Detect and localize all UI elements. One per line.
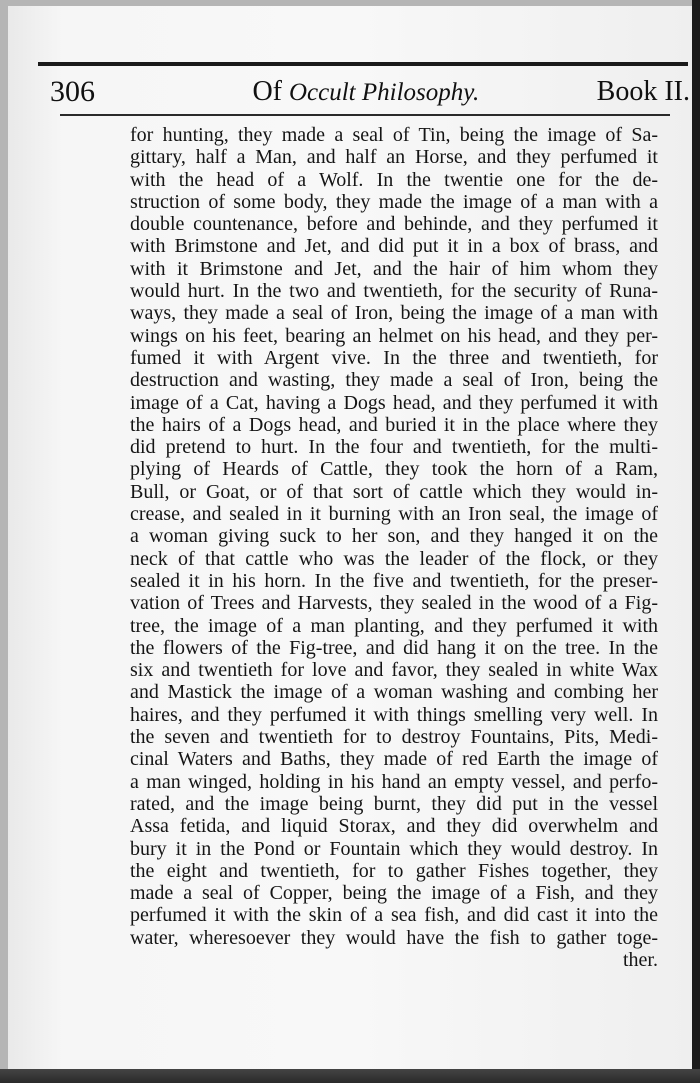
- text-line: cinal Waters and Baths, they made of red Earth the image of: [130, 748, 658, 771]
- header-rule-bottom: [60, 114, 670, 116]
- text-line: and Mastick the image of a woman washing and combing her: [130, 681, 658, 704]
- text-line: tree, the image of a man planting, and they perfumed it with: [130, 614, 658, 637]
- text-line: image of a Cat, having a Dogs head, and they perfumed it with: [130, 391, 658, 414]
- text-line: a man winged, holding in his hand an empty vessel, and perfo-: [130, 770, 658, 793]
- text-line: gittary, half a Man, and half an Horse, and they perfumed it: [130, 146, 658, 169]
- text-line: haires, and they perfumed it with things smelling very well. In: [130, 703, 658, 726]
- text-line: with the head of a Wolf. In the twentie one for the de-: [130, 168, 658, 191]
- text-line: the flowers of the Fig-tree, and did hang it on the tree. In the: [130, 636, 658, 659]
- page-edge-right: [692, 0, 700, 1083]
- book-label: Book II.: [596, 76, 690, 107]
- page-edge-bottom: [0, 1069, 700, 1083]
- text-line: would hurt. In the two and twentieth, for the security of Runa-: [130, 280, 658, 303]
- text-line: perfumed it with the skin of a sea fish, and did cast it into the: [130, 904, 658, 927]
- text-line: struction of some body, they made the image of a man with a: [130, 190, 658, 213]
- text-line: made a seal of Copper, being the image of a Fish, and they: [130, 882, 658, 905]
- text-line: with Brimstone and Jet, and did put it in a box of brass, and: [130, 235, 658, 258]
- text-line: neck of that cattle who was the leader of the flock, or they: [130, 547, 658, 570]
- text-line: the seven and twentieth for to destroy Fountains, Pits, Medi-: [130, 726, 658, 749]
- text-line: vation of Trees and Harvests, they sealed in the wood of a Fig-: [130, 592, 658, 615]
- running-header: [50, 72, 690, 112]
- text-line: with it Brimstone and Jet, and the hair of him whom they: [130, 257, 658, 280]
- text-line: double countenance, before and behinde, and they perfumed it: [130, 213, 658, 236]
- text-line: sealed it in his horn. In the five and twentieth, for the preser-: [130, 569, 658, 592]
- text-line: bury it in the Pond or Fountain which they would destroy. In: [130, 837, 658, 860]
- running-title-italic: Occult Philosophy.: [288, 79, 480, 106]
- text-line: rated, and the image being burnt, they did put in the vessel: [130, 792, 658, 815]
- text-line: six and twentieth for love and favor, they sealed in white Wax: [130, 659, 658, 682]
- text-line: did pretend to hurt. In the four and twentieth, for the multi-: [130, 436, 658, 459]
- text-line: destruction and wasting, they made a seal of Iron, being the: [130, 369, 658, 392]
- text-line: ther.: [623, 948, 658, 971]
- text-line: for hunting, they made a seal of Tin, being the image of Sa-: [130, 124, 658, 146]
- text-line: a woman giving suck to her son, and they hanged it on the: [130, 525, 658, 548]
- text-line: water, wheresoever they would have the fish to gather toge-: [130, 926, 658, 949]
- text-line: the eight and twentieth, for to gather Fishes together, they: [130, 859, 658, 882]
- text-line: ways, they made a seal of Iron, being the image of a man with: [130, 302, 658, 325]
- body-text: [130, 124, 658, 971]
- text-line: wings on his feet, bearing an helmet on his head, and they per-: [130, 324, 658, 347]
- header-rule-top: [38, 62, 688, 66]
- running-title-of: Of: [252, 76, 282, 107]
- text-line: fumed it with Argent vive. In the three and twentieth, for: [130, 346, 658, 369]
- text-line: plying of Heards of Cattle, they took the horn of a Ram,: [130, 458, 658, 481]
- text-line: Assa fetida, and liquid Storax, and they did overwhelm and: [130, 815, 658, 838]
- running-title: [252, 76, 479, 108]
- page-number: 306: [50, 75, 95, 108]
- text-line: crease, and sealed in it burning with an Iron seal, the image of: [130, 503, 658, 526]
- text-line: Bull, or Goat, or of that sort of cattle which they would in-: [130, 480, 658, 503]
- text-line: the hairs of a Dogs head, and buried it in the place where they: [130, 413, 658, 436]
